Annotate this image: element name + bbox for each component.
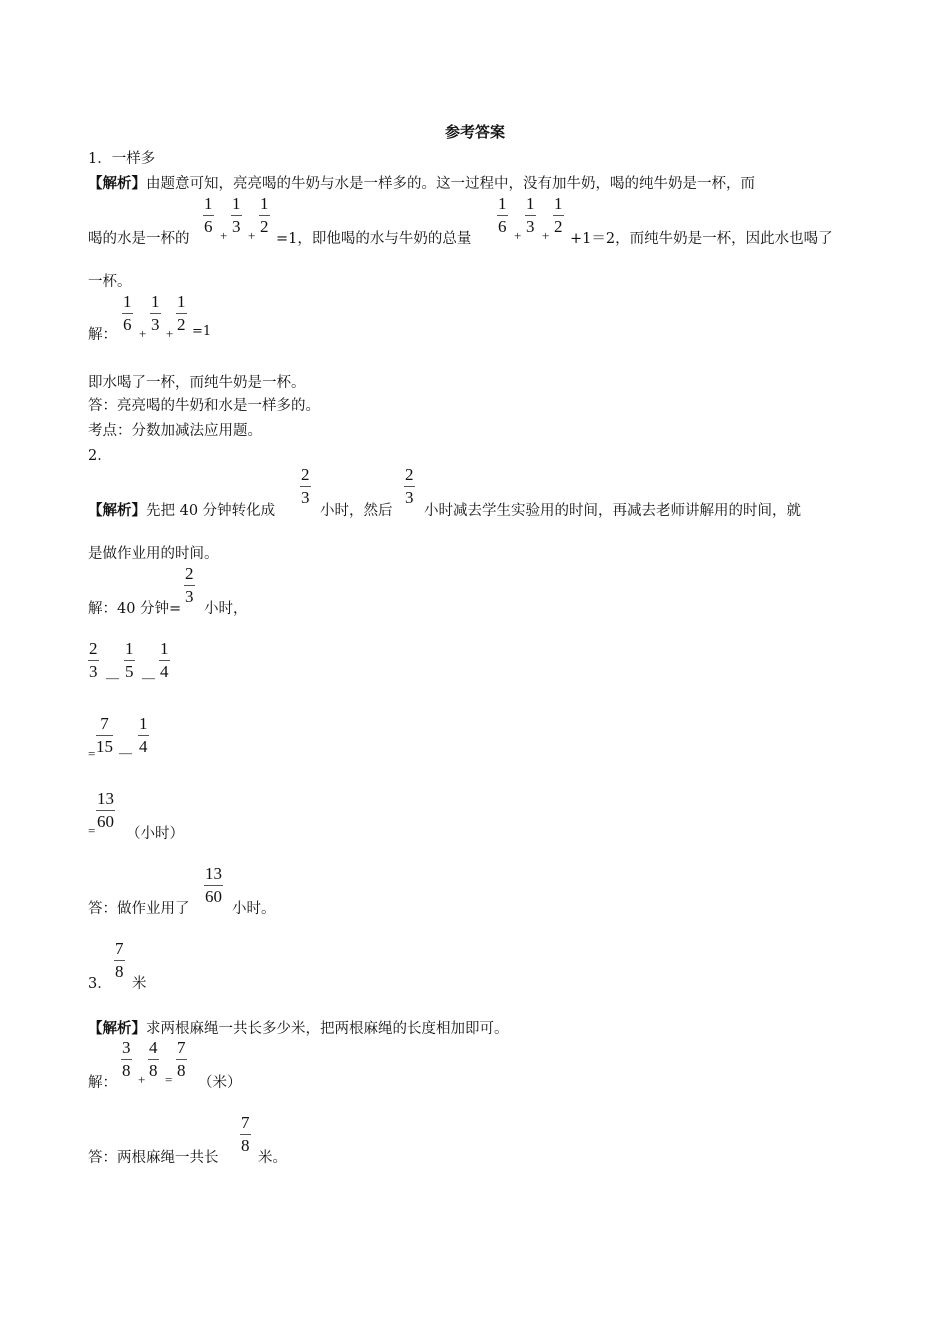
q2-solution-b: 小时， [204,601,248,617]
equals-sign: = [88,823,96,838]
analysis-tag: 【解析】 [88,1020,146,1037]
fraction-7-8: 7 8 [177,1038,186,1080]
q2-analysis-line2: 是做作业用的时间。 [88,546,219,562]
plus-sign: + [138,1072,146,1087]
fraction-1-3: 1 3 [526,194,535,236]
q3-heading: 3． [88,976,112,992]
fraction-1-5: 1 5 [125,639,134,681]
q3-unit: 米 [132,976,147,992]
q2-answer-a: 答：做作业用了 [88,901,190,917]
q1-answer: 答：亮亮喝的牛奶和水是一样多的。 [88,398,320,414]
fraction-1-4: 1 4 [139,714,148,756]
fraction-13-60: 13 60 [97,789,114,831]
plus-sign: + [220,228,228,243]
analysis-text: 求两根麻绳一共长多少米，把两根麻绳的长度相加即可。 [146,1021,509,1037]
fraction-1-6: 1 6 [204,194,213,236]
fraction-3-8: 3 8 [122,1038,131,1080]
fraction-1-6: 1 6 [123,292,132,334]
plus-sign: + [514,228,522,243]
fraction-1-2: 1 2 [554,194,563,236]
q2-analysis-b: 小时，然后 [320,503,393,519]
fraction-1-2: 1 2 [260,194,269,236]
minus-sign: — [142,670,155,685]
analysis-text: 先把 40 分钟转化成 [146,503,276,519]
fraction-1-3: 1 3 [232,194,241,236]
plus-sign: + [139,326,147,341]
q1-water-line: 即水喝了一杯，而纯牛奶是一杯。 [88,375,306,391]
q3-answer-b: 米。 [258,1150,287,1166]
q2-analysis-c: 小时减去学生实验用的时间，再减去老师讲解用的时间，就 [424,503,801,519]
q1-solution-result: =1 [192,324,212,339]
fraction-2-3: 2 3 [89,639,98,681]
fraction-2-3: 2 3 [185,564,194,606]
analysis-text: 由题意可知，亮亮喝的牛奶与水是一样多的。这一过程中，没有加牛奶，喝的纯牛奶是一杯，而 [146,176,755,192]
q1-analysis-line1 [88,172,755,193]
fraction-1-2: 1 2 [177,292,186,334]
fraction-1-3: 1 3 [151,292,160,334]
fraction-7-15: 7 15 [96,714,113,756]
equals-sign: = [165,1072,173,1087]
fraction-7-8: 7 8 [241,1113,250,1155]
q2-solution-a: 解：40 分钟= [88,601,182,617]
minus-sign: — [119,745,132,760]
q1-solution-label: 解： [88,327,117,343]
analysis-tag: 【解析】 [88,175,146,192]
equals-sign: = [88,746,96,761]
q2-answer-b: 小时。 [232,901,276,917]
q1-kaodian: 考点：分数加减法应用题。 [88,423,262,439]
fraction-1-6: 1 6 [498,194,507,236]
q3-analysis [88,1017,509,1038]
fraction-13-60: 13 60 [205,864,222,906]
fraction-7-8: 7 8 [115,939,124,981]
fraction-1-4: 1 4 [160,639,169,681]
q3-unit-paren: （米） [198,1075,242,1091]
q3-answer-a: 答：两根麻绳一共长 [88,1150,219,1166]
minus-sign: — [106,670,119,685]
q2-heading: 2． [88,448,112,464]
fraction-2-3: 2 3 [405,465,414,507]
plus-sign: + [248,228,256,243]
fraction-4-8: 4 8 [149,1038,158,1080]
q1-heading: 1．一样多 [88,151,156,167]
fraction-2-3: 2 3 [301,465,310,507]
q1-analysis-line2b: =1，即他喝的水与牛奶的总量 [276,231,472,247]
plus-sign: + [166,326,174,341]
analysis-tag: 【解析】 [88,502,146,519]
q1-analysis-line2c: +1＝2，而纯牛奶是一杯，因此水也喝了 [570,231,833,247]
q1-analysis-line3: 一杯。 [88,274,132,290]
page-title: 参考答案 [444,123,505,141]
q2-unit-hour: （小时） [126,826,184,842]
q2-analysis-a [88,499,275,520]
plus-sign: + [542,228,550,243]
q3-solution-label: 解： [88,1075,117,1091]
q1-analysis-line2a: 喝的水是一杯的 [88,231,190,247]
